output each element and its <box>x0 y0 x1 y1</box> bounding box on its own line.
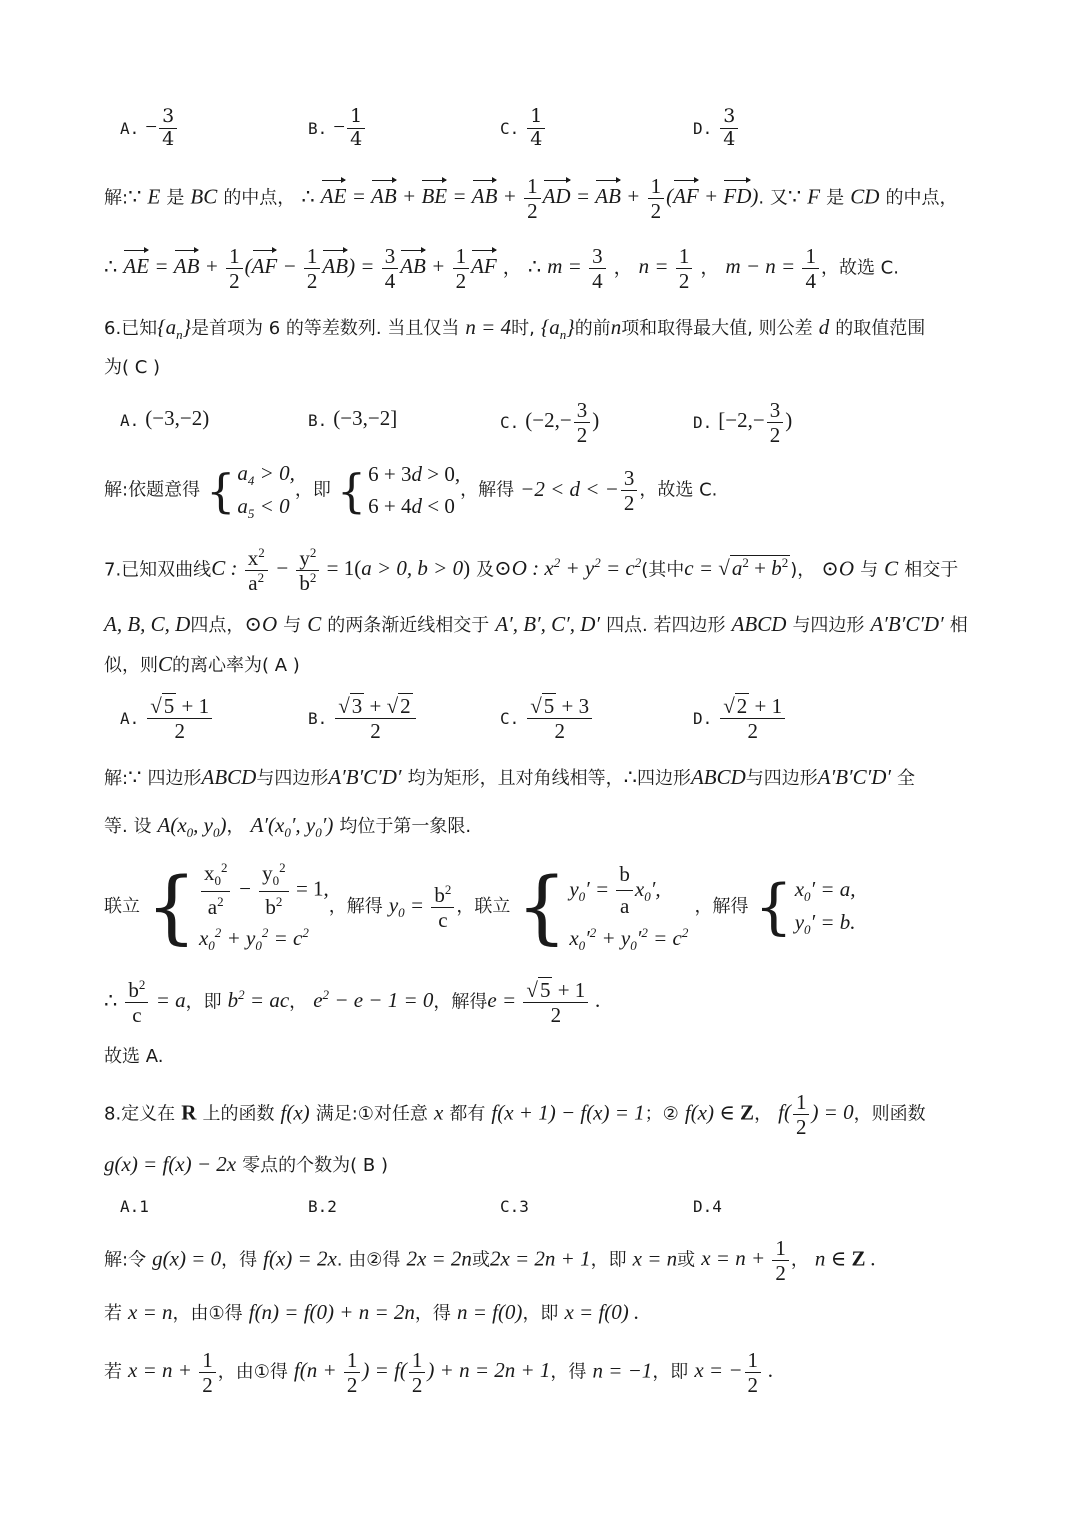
option-d: D. $\frac{√2 + 1}{2}$ <box>693 694 787 743</box>
q5-solution-line-2: ∴ AE = AB + $\frac{1}{2}$ (AF − $\frac{1}{2}$ AB) = $\frac{3}{4}$ AB + $\frac{1}{2}$ AF ， ∴ m = $\frac{3}{4}$ ， n = $\frac{1}{2}$ ， m − n = $\frac{1}{4}$ ，故选 C. <box>104 244 899 294</box>
q7-stem-line-2: A, B, C, D四点，⊙O 与 C 的两条渐近线相交于 A′, B′, C′, D′ 四点. 若四边形 ABCD 与四边形 A′B′C′D′ 相 <box>104 612 968 636</box>
q7-solution-line-1: 解:∵ 四边形ABCD与四边形A′B′C′D′ 均为矩形，且对角线相等，∴四边形ABCD与四边形A′B′C′D′ 全 <box>104 765 916 789</box>
option-c: C. (−2,− $\frac{3}{2}$ ) <box>500 398 600 448</box>
option-a: A.1 <box>120 1196 149 1216</box>
option-b: B.2 <box>308 1196 337 1216</box>
q7-stem-line-1: 7.已知双曲线C : $\frac{x^2}{a^2}$ − $\frac{y^2}{b^2}$ = 1(a > 0, b > 0) 及⊙O : $x^2 + y^2 = c^2$(其中$c = √a^2 + b^2$ )， ⊙O 与 C 相交于 <box>104 545 959 596</box>
q8-stem-line-1: 8.定义在 R 上的函数 f(x) 满足:①对任意 x 都有 f(x + 1) − f(x) = 1；② f(x) ∈ Z， f( $\frac{1}{2}$ ) = 0，则函数 <box>104 1090 926 1140</box>
option-c: C. $\frac{√5 + 3}{2}$ <box>500 694 594 743</box>
q6-solution: 解:依题意得 { $a_4 > 0$, $a_5 < 0$ ，即 { 6 + 3d > 0, 6 + 4d < 0 ，解得 −2 < d < − $\frac{3}{2}$ ，故选 C. <box>104 461 718 521</box>
q8-solution-line-2: 若 x = n，由①得 f(n) = f(0) + n = 2n，得 n = f(0)，即 x = f(0) . <box>104 1300 640 1324</box>
option-b: B. − $\frac{1}{4}$ <box>308 106 367 151</box>
option-b: B. (−3,−2] <box>308 406 398 430</box>
q7-conclusion: 故选 A. <box>104 1046 164 1067</box>
q8-solution-line-1: 解:令 g(x) = 0，得 f(x) = 2x. 由②得 2x = 2n或2x = 2n + 1，即 x = n或 x = n + $\frac{1}{2}$ ， n ∈ Z . <box>104 1236 876 1286</box>
option-d: D. [−2,− $\frac{3}{2}$ ) <box>693 398 793 448</box>
option-a: A. − $\frac{3}{4}$ <box>120 106 179 151</box>
option-c: C. $\frac{1}{4}$ <box>500 106 547 151</box>
q5-solution-line-1: 解:∵ E 是 BC 的中点， ∴ AE = AB + BE = AB + $\frac{1}{2}$ AD = AB + $\frac{1}{2}$ (AF + FD). 又∵ F 是 CD 的中点， <box>104 174 958 224</box>
option-d: D. $\frac{3}{4}$ <box>693 106 740 151</box>
q7-stem-line-3: 似，则C的离心率为( A ) <box>104 652 300 676</box>
q8-stem-line-2: g(x) = f(x) − 2x 零点的个数为( B ) <box>104 1152 389 1176</box>
option-a: A. (−3,−2) <box>120 406 210 430</box>
q6-stem-line-2: 为( C ) <box>104 357 161 378</box>
q7-solution-line-2: 等. 设 $A(x_0$, $y_0$)， $A'(x_0'$, $y_0'$) 均位于第一象限. <box>104 813 472 841</box>
option-c: C.3 <box>500 1196 529 1216</box>
q6-stem-line-1: 6.已知$\{a_n\}$是首项为 6 的等差数列. 当且仅当 n = 4时, $\{a_n\}$的前n项和取得最大值, 则公差 d 的取值范围 <box>104 315 926 343</box>
q8-solution-line-3: 若 x = n + $\frac{1}{2}$ ，由①得 f(n + $\frac{1}{2}$ ) = f( $\frac{1}{2}$ ) + n = 2n + 1，得 n = −1，即 x = − $\frac{1}{2}$ . <box>104 1348 774 1398</box>
q7-solution-line-4: ∴ $\frac{b^2}{c}$ = a，即 $b^2$ = ac， $e^2 - e - 1 = 0$，解得e = $\frac{√5 + 1}{2}$ . <box>104 977 601 1028</box>
q7-solution-line-3: 联立 { $\frac{x_0^2}{a^2}$ − $\frac{y_0^2}{b^2}$ = 1, $x_0^2 + y_0^2 = c^2$ ，解得 $y_0$ = $\frac{b^2}{c}$ ，联立 { $y_0'$ = $\frac{b}{a}$ $x_0'$, $x_0'^2 + y_0'^2 = c^2$ ，解得 { $x_0' = a$, $y_0' = b$. <box>104 859 856 954</box>
option-d: D.4 <box>693 1196 722 1216</box>
option-b: B. $\frac{√3 + √2}{2}$ <box>308 694 418 743</box>
option-a: A. $\frac{√5 + 1}{2}$ <box>120 694 214 743</box>
